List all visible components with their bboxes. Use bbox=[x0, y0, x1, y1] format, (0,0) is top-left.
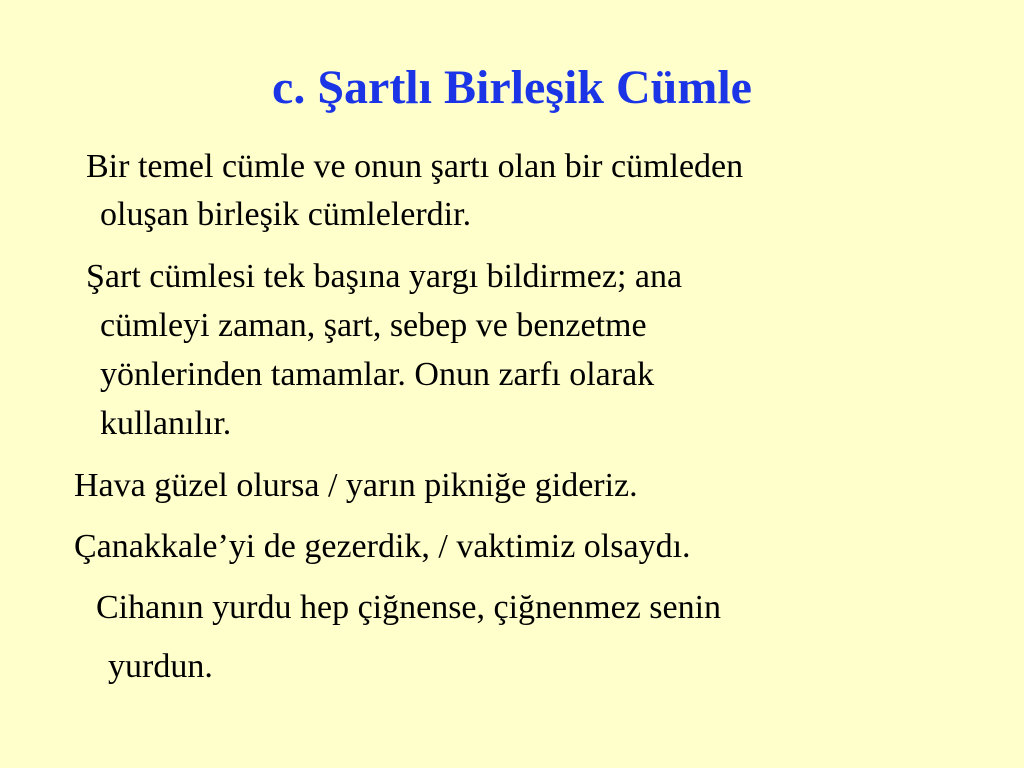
example-sentence-3-line1: Cihanın yurdu hep çiğnense, çiğnenmez senin bbox=[96, 589, 722, 626]
example-sentence-1: Hava güzel olursa / yarın pikniğe gideriz. bbox=[74, 467, 638, 504]
example-sentence-2: Çanakkale’yi de gezerdik, / vaktimiz olsaydı. bbox=[74, 528, 691, 565]
paragraph1-line1: Bir temel cümle ve onun şartı olan bir cümleden bbox=[86, 148, 744, 185]
slide-title: c. Şartlı Birleşik Cümle bbox=[272, 61, 752, 114]
paragraph2-line3: yönlerinden tamamlar. Onun zarfı olarak bbox=[100, 356, 655, 393]
paragraph2-line4: kullanılır. bbox=[100, 405, 232, 442]
paragraph2-line2: cümleyi zaman, şart, sebep ve benzetme bbox=[100, 307, 647, 344]
paragraph2-line1: Şart cümlesi tek başına yargı bildirmez; ana bbox=[86, 258, 683, 295]
example-sentence-3-line2: yurdun. bbox=[108, 648, 213, 685]
paragraph1-line2: oluşan birleşik cümlelerdir. bbox=[100, 196, 472, 233]
